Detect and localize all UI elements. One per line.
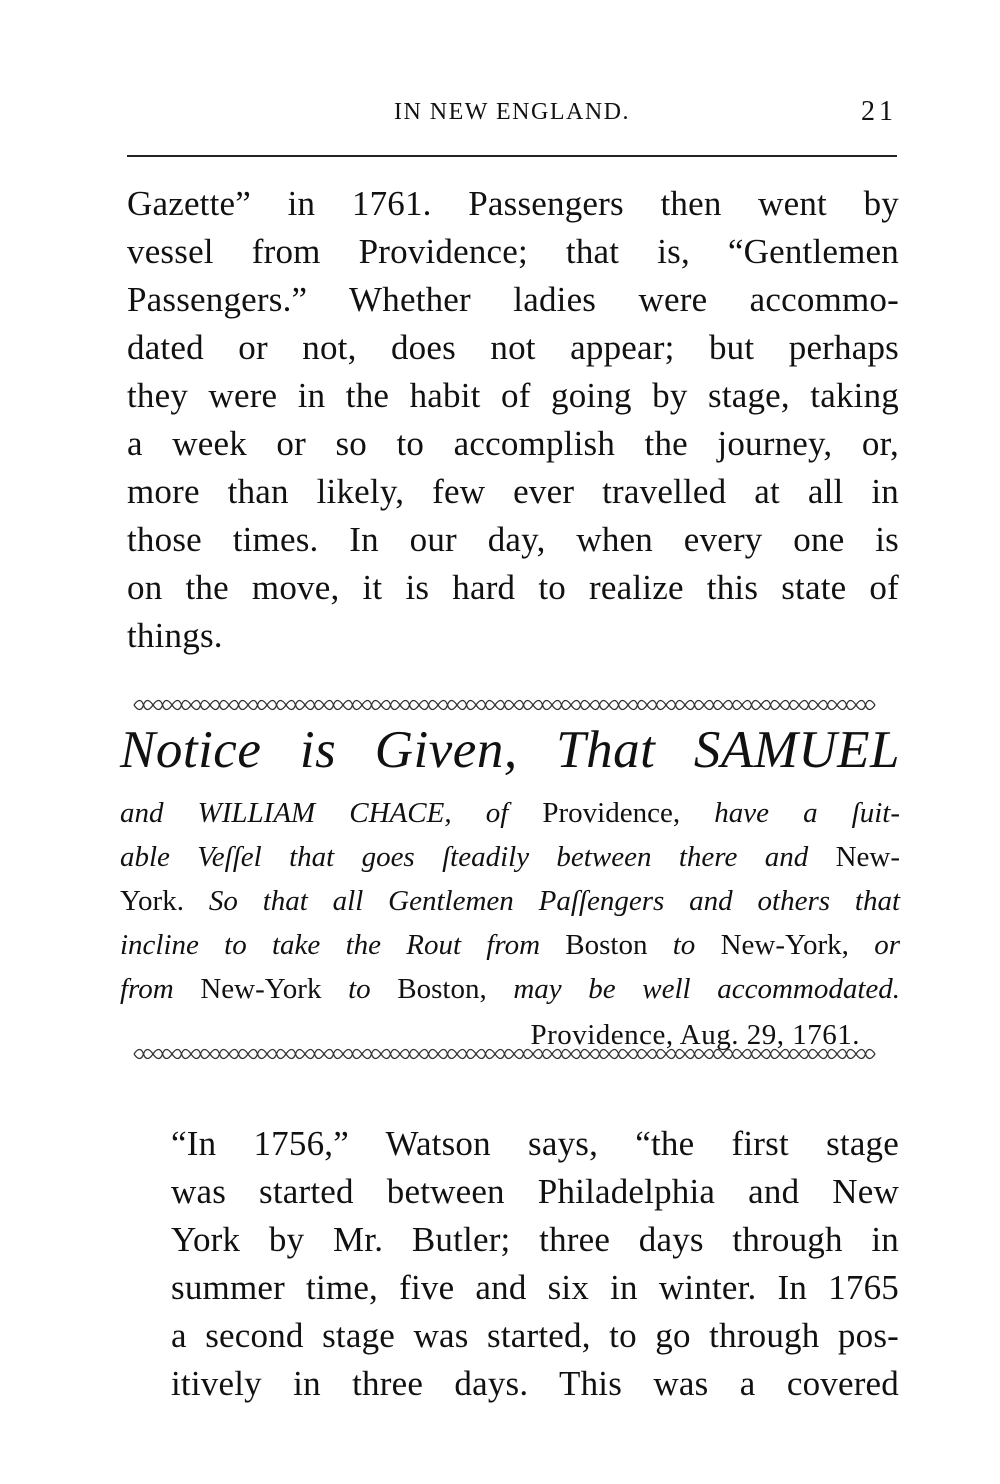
text-line: a week or so to accomplish the journey, or,	[127, 424, 899, 463]
ornament-link	[761, 1050, 780, 1059]
ornament-link	[723, 701, 742, 710]
ornament-link	[609, 1050, 628, 1059]
ornament-link	[248, 701, 267, 710]
ornament-link	[210, 1050, 229, 1059]
ornament-link	[134, 701, 153, 710]
ornament-link	[476, 701, 495, 710]
text-line: things.	[127, 616, 223, 655]
notice-text: New-York,	[720, 929, 849, 961]
ornament-link	[438, 1050, 457, 1059]
text-line: “In 1756,” Watson says, “the first stage	[171, 1124, 899, 1163]
ornament-link	[628, 1050, 647, 1059]
notice-text: or	[874, 929, 900, 961]
ornament-link	[419, 701, 438, 710]
text-line: Passengers.” Whether ladies were accommo-	[127, 280, 899, 319]
ornament-link	[381, 1050, 400, 1059]
ornament-link	[609, 701, 628, 710]
notice-text: may be well accommodated.	[513, 973, 901, 1005]
ornament-link	[685, 1050, 704, 1059]
ornament-link	[400, 701, 419, 710]
ornament-link	[704, 1050, 723, 1059]
text-line: Gazette” in 1761. Passengers then went by	[127, 184, 899, 223]
ornament-link	[514, 1050, 533, 1059]
ornament-link	[628, 701, 647, 710]
ornament-link	[704, 701, 723, 710]
text-line: a second stage was started, to go through pos-	[171, 1316, 899, 1355]
notice-body	[120, 791, 900, 1059]
ornament-link	[780, 701, 799, 710]
ornament-link	[590, 1050, 609, 1059]
ornament-link	[495, 701, 514, 710]
ornament-link	[457, 701, 476, 710]
notice-text: from	[120, 973, 174, 1005]
notice-text: and WILLIAM CHACE, of	[120, 797, 509, 829]
ornament-link	[286, 701, 305, 710]
text-line: was started between Philadelphia and New	[171, 1172, 899, 1211]
ornament-link	[267, 1050, 286, 1059]
notice-line	[120, 791, 900, 835]
ornament-link	[438, 701, 457, 710]
text-line: York by Mr. Butler; three days through in	[171, 1220, 899, 1259]
ornament-link	[818, 701, 837, 710]
text-line: more than likely, few ever travelled at all in	[127, 472, 899, 511]
ornament-link	[666, 701, 685, 710]
ornament-link	[856, 701, 875, 710]
text-line: on the move, it is hard to realize this state of	[127, 568, 899, 607]
text-line: vessel from Providence; that is, “Gentlemen	[127, 232, 899, 271]
ornament-link	[837, 1050, 856, 1059]
notice-text: New-York	[200, 973, 322, 1005]
notice-text: incline to take the Rout from	[120, 929, 541, 961]
notice-line	[120, 879, 900, 923]
notice-text: So that all Gentlemen Paſſengers and others that	[208, 885, 900, 917]
ornament-link	[362, 1050, 381, 1059]
ornament-link	[799, 1050, 818, 1059]
ornament-link	[134, 1050, 153, 1059]
ornament-link	[666, 1050, 685, 1059]
ornament-link	[153, 1050, 172, 1059]
notice-line	[120, 967, 900, 1011]
ornament-link	[305, 701, 324, 710]
ornament-link	[381, 701, 400, 710]
ornament-link	[191, 701, 210, 710]
ornament-link	[723, 1050, 742, 1059]
ornament-link	[856, 1050, 875, 1059]
ornament-link	[172, 701, 191, 710]
notice-text: York.	[120, 885, 184, 917]
ornament-link	[742, 1050, 761, 1059]
ornament-link	[685, 701, 704, 710]
ornament-link	[552, 1050, 571, 1059]
notice-dateline: Providence, Aug. 29, 1761.	[530, 1019, 860, 1051]
ornament-link	[267, 701, 286, 710]
ornament-link	[457, 1050, 476, 1059]
ornament-link	[362, 701, 381, 710]
running-title: IN NEW ENGLAND.	[393, 99, 630, 125]
ornament-link	[324, 701, 343, 710]
ornament-link	[229, 701, 248, 710]
text-line: summer time, five and six in winter. In 1765	[171, 1268, 899, 1307]
running-head	[127, 92, 897, 132]
notice-text: New-	[835, 841, 900, 873]
ornament-link	[419, 1050, 438, 1059]
ornament-link	[229, 1050, 248, 1059]
ornament-link	[552, 701, 571, 710]
ornament-link	[248, 1050, 267, 1059]
ornament-link	[476, 1050, 495, 1059]
ornament-link	[761, 701, 780, 710]
ornament-link	[799, 701, 818, 710]
notice-text: Boston,	[397, 973, 487, 1005]
ornament-link	[172, 1050, 191, 1059]
notice-text: to	[672, 929, 696, 961]
notice-text: to	[348, 973, 371, 1005]
notice-text: Providence,	[542, 797, 681, 829]
ornament-link	[590, 701, 609, 710]
ornament-link	[400, 1050, 419, 1059]
ornament-link	[647, 1050, 666, 1059]
text-line: they were in the habit of going by stage, taking	[127, 376, 899, 415]
notice-line	[120, 835, 900, 879]
ornament-link	[647, 701, 666, 710]
ornament-link	[343, 1050, 362, 1059]
ornament-link	[305, 1050, 324, 1059]
ornament-link	[818, 1050, 837, 1059]
printed-notice	[120, 715, 900, 1059]
notice-text: Boston	[565, 929, 648, 961]
page-number: 21	[861, 96, 897, 127]
ornament-link	[533, 701, 552, 710]
ornament-rule-bottom	[130, 1046, 892, 1062]
ornament-link	[514, 701, 533, 710]
notice-heading: Notice is Given, That SAMUEL	[120, 721, 900, 779]
text-line: those times. In our day, when every one is	[127, 520, 899, 559]
notice-text: able Veſſel that goes ſteadily between there and	[120, 841, 809, 873]
ornament-link	[742, 701, 761, 710]
ornament-link	[153, 701, 172, 710]
ornament-rule-top	[130, 697, 892, 713]
paragraph-2	[127, 1120, 899, 1408]
notice-line	[120, 923, 900, 967]
ornament-link	[210, 701, 229, 710]
text-line: dated or not, does not appear; but perhaps	[127, 328, 899, 367]
ornament-link	[837, 701, 856, 710]
notice-text: have a ſuit-	[714, 797, 901, 829]
ornament-link	[780, 1050, 799, 1059]
ornament-link	[286, 1050, 305, 1059]
ornament-link	[343, 701, 362, 710]
text-line: itively in three days. This was a covered	[171, 1364, 899, 1403]
ornament-link	[533, 1050, 552, 1059]
ornament-link	[571, 701, 590, 710]
ornament-link	[324, 1050, 343, 1059]
ornament-link	[571, 1050, 590, 1059]
header-rule	[127, 155, 897, 157]
paragraph-1	[127, 180, 899, 660]
ornament-link	[191, 1050, 210, 1059]
ornament-link	[495, 1050, 514, 1059]
